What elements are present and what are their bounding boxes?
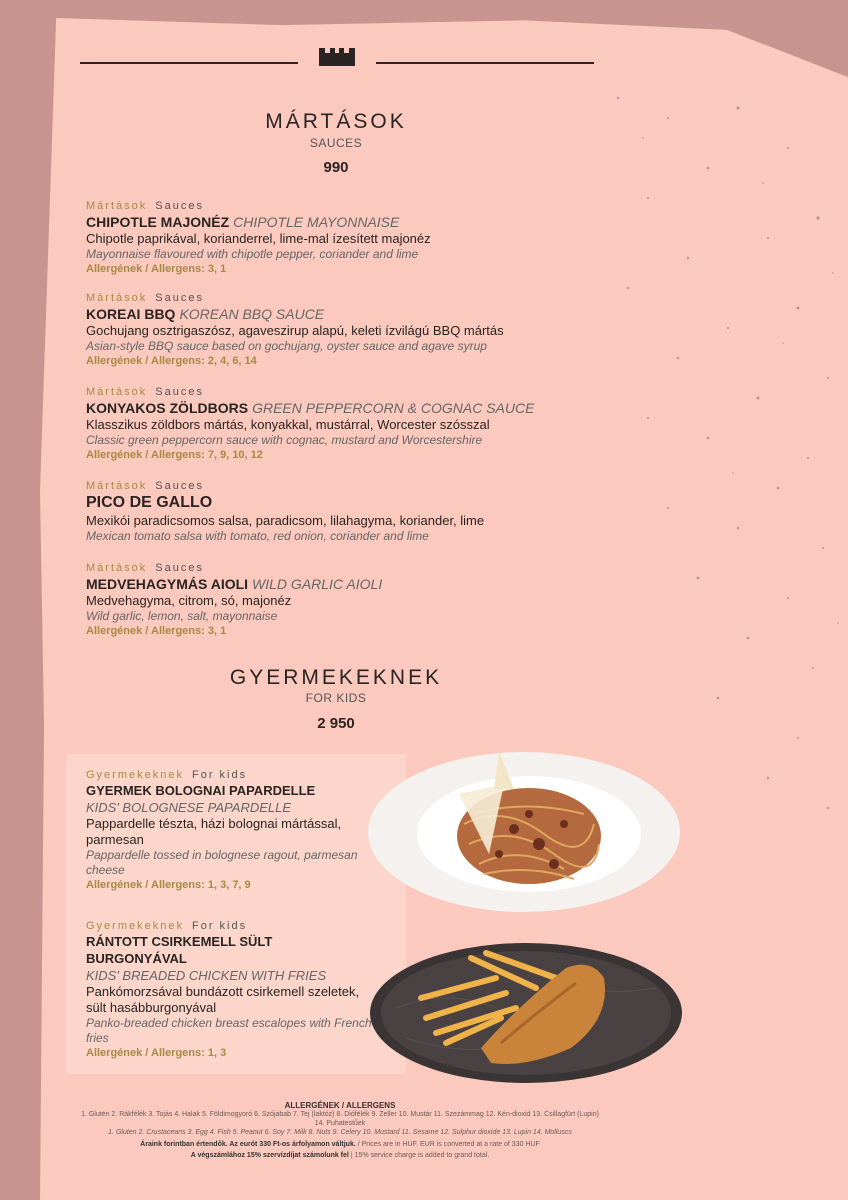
item-allergens: Allergének / Allergens: 3, 1 (86, 625, 227, 637)
item-description: Pappardelle tészta, házi bolognai mártással, parmesan (86, 816, 342, 847)
item-category: Gyermekeknek For kids (86, 920, 248, 932)
item-name: MEDVEHAGYMÁS AIOLI WILD GARLIC AIOLI (86, 576, 383, 592)
item-category: Mártások Sauces (86, 200, 204, 212)
item-name: RÁNTOTT CSIRKEMELL SÜLT BURGONYÁVAL (86, 934, 273, 966)
menu-item (86, 920, 376, 1060)
item-name: KONYAKOS ZÖLDBORS GREEN PEPPERCORN & COGNAC SAUCE (86, 400, 535, 416)
item-name: KOREAI BBQ KOREAN BBQ SAUCE (86, 306, 325, 322)
allergen-list-hu: 1. Glutén 2. Rákfélék 3. Tojás 4. Halak 5. Földimogyoró 6. Szójabab 7. Tej (laktóz) 8. Diófélék 9. Zeller 10. Mustár 11. Szezámmag 12. Kén-dioxid 13. Csillagfürt (Lupin) 14. Puhatestűek (81, 1111, 599, 1127)
service-note: A végszámlához 15% szervízdíjat számolunk fel | 15% service charge is added to grand total. (190, 1152, 490, 1159)
menu-item (86, 292, 606, 368)
chicken-plate-image (366, 938, 686, 1088)
item-description: Chipotle paprikával, korianderrel, lime-mal ízesített majonéz (86, 231, 431, 246)
top-rule-right (376, 62, 594, 64)
top-rule-left (80, 62, 298, 64)
item-description-en: Wild garlic, lemon, salt, mayonnaise (86, 609, 278, 623)
item-description-en: Mayonnaise flavoured with chipotle pepper, coriander and lime (86, 247, 419, 261)
sauces-title: MÁRTÁSOK (265, 110, 407, 133)
menu-item (86, 200, 606, 276)
item-allergens: Allergének / Allergens: 1, 3 (86, 1047, 227, 1059)
item-description: Pankómorzsával bundázott csirkemell szeletek, sült hasábburgonyával (86, 984, 360, 1015)
item-allergens: Allergének / Allergens: 3, 1 (86, 263, 227, 275)
allergen-heading: ALLERGÉNEK / ALLERGENS (284, 1101, 396, 1110)
item-name-en: KIDS' BREADED CHICKEN WITH FRIES (86, 968, 327, 983)
item-allergens: Allergének / Allergens: 1, 3, 7, 9 (86, 879, 251, 891)
item-name: CHIPOTLE MAJONÉZ CHIPOTLE MAYONNAISE (86, 214, 400, 230)
sauces-subtitle: SAUCES (309, 136, 363, 150)
item-description: Mexikói paradicsomos salsa, paradicsom, lilahagyma, koriander, lime (86, 513, 485, 528)
item-allergens: Allergének / Allergens: 2, 4, 6, 14 (86, 355, 257, 367)
item-description-en: Classic green peppercorn sauce with cognac, mustard and Worcestershire (86, 433, 483, 447)
allergen-legend (80, 1101, 600, 1160)
item-description-en: Pappardelle tossed in bolognese ragout, parmesan cheese (86, 848, 358, 877)
item-description-en: Mexican tomato salsa with tomato, red onion, coriander and lime (86, 529, 429, 543)
pasta-plate-image (364, 744, 684, 914)
item-category: Gyermekeknek For kids (86, 769, 248, 781)
item-category: Mártások Sauces (86, 292, 204, 304)
item-category: Mártások Sauces (86, 480, 204, 492)
item-description: Medvehagyma, citrom, só, majonéz (86, 593, 292, 608)
item-description-en: Asian-style BBQ sauce based on gochujang, oyster sauce and agave syrup (86, 339, 487, 353)
item-name-en: KIDS' BOLOGNESE PAPARDELLE (86, 800, 292, 815)
item-description-en: Panko-breaded chicken breast escalopes with French fries (86, 1016, 372, 1045)
menu-item (86, 386, 606, 462)
kids-price: 2 950 (317, 715, 355, 732)
item-name: GYERMEK BOLOGNAI PAPARDELLE (86, 783, 316, 798)
item-description: Gochujang osztrigaszósz, agaveszirup alapú, keleti ízvilágú BBQ mártás (86, 323, 504, 338)
item-category: Mártások Sauces (86, 562, 204, 574)
kids-subtitle: FOR KIDS (305, 691, 367, 705)
item-category: Mártások Sauces (86, 386, 204, 398)
menu-item (86, 562, 606, 638)
castle-logo-icon (318, 44, 356, 66)
sauces-price: 990 (323, 159, 349, 176)
item-name: PICO DE GALLO (86, 494, 213, 511)
allergen-list-en: 1. Gluten 2. Crustaceans 3. Egg 4. Fish 5. Peanut 6. Soy 7. Milk 8. Nuts 9. Celery 10. Mustard 11. Sesame 12. Sulphur dioxide 13. Lupin 14. Molluscs (108, 1129, 572, 1136)
item-allergens: Allergének / Allergens: 7, 9, 10, 12 (86, 449, 263, 461)
kids-title: GYERMEKEKNEK (229, 666, 443, 689)
menu-item (86, 480, 606, 544)
price-note: Áraink forintban értendők. Az eurót 330 Ft-os árfolyamon váltjuk. / Prices are in HUF. EUR is converted at a rate of 330 HUF (140, 1141, 540, 1148)
item-description: Klasszikus zöldbors mártás, konyakkal, mustárral, Worcester szósszal (86, 417, 490, 432)
menu-item (86, 769, 376, 892)
